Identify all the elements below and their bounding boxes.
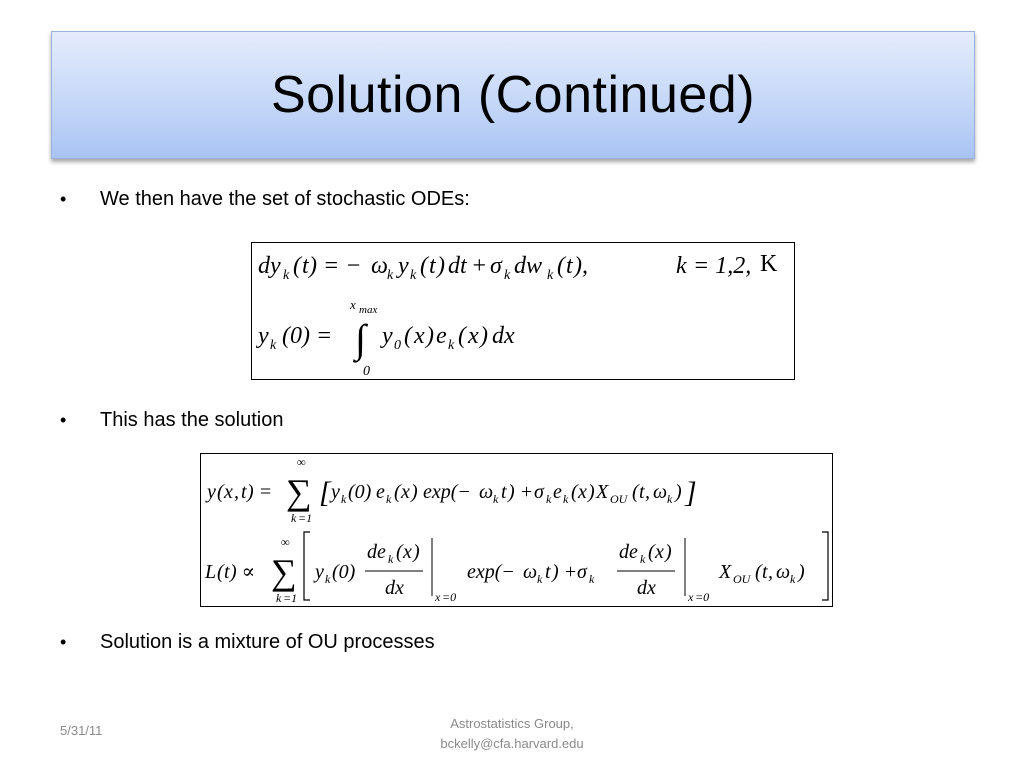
svg-text:de: de	[619, 541, 638, 563]
svg-text:y: y	[382, 323, 393, 349]
svg-text:k: k	[547, 268, 554, 283]
svg-text:dy: dy	[258, 253, 281, 279]
svg-text:k: k	[546, 492, 552, 506]
svg-text:e: e	[376, 481, 385, 503]
svg-text:dx: dx	[492, 323, 515, 349]
svg-text:) =: ) =	[247, 481, 273, 503]
svg-text:,: ,	[768, 561, 773, 583]
svg-text:e: e	[436, 323, 447, 349]
svg-text:ω: ω	[653, 481, 668, 503]
svg-text:(: (	[632, 481, 639, 503]
svg-text:): )	[588, 481, 595, 503]
bullet-glyph: •	[60, 189, 67, 209]
svg-text:(: (	[557, 253, 565, 279]
svg-text:k: k	[325, 572, 331, 586]
svg-text:∫: ∫	[355, 316, 366, 361]
svg-text:(: (	[420, 253, 428, 279]
svg-text:x: x	[414, 323, 425, 349]
svg-text:∑: ∑	[286, 472, 312, 512]
svg-text:σ: σ	[490, 253, 502, 279]
svg-text:x: x	[403, 541, 412, 563]
svg-text:dw: dw	[514, 253, 543, 279]
svg-text:σ: σ	[577, 561, 587, 583]
svg-text:): )	[411, 481, 418, 503]
svg-text:) +: ) +	[508, 481, 534, 503]
svg-text:(: (	[404, 323, 412, 349]
svg-text:OU: OU	[733, 572, 751, 586]
svg-text:k: k	[790, 572, 796, 586]
bullet-glyph: •	[60, 410, 67, 430]
title-banner	[51, 31, 975, 159]
svg-text:L: L	[205, 561, 217, 583]
svg-text:(: (	[293, 253, 301, 279]
equation-box-odes	[251, 242, 795, 380]
svg-text:x: x	[468, 323, 479, 349]
svg-text:y: y	[398, 253, 409, 279]
svg-text:) = −: ) = −	[309, 253, 362, 279]
svg-text:+: +	[471, 253, 488, 279]
footer-center	[362, 714, 662, 754]
svg-text:t: t	[639, 481, 645, 503]
svg-text:(0): (0)	[348, 481, 372, 503]
svg-text:=0: =0	[695, 590, 710, 604]
svg-text:X: X	[719, 561, 732, 583]
svg-text:): )	[437, 253, 445, 279]
svg-text:OU: OU	[610, 492, 628, 506]
svg-text:(: (	[458, 323, 466, 349]
svg-text:dx: dx	[637, 577, 656, 599]
svg-text:(: (	[217, 481, 224, 503]
bullet-item	[60, 188, 470, 211]
svg-text:k: k	[270, 338, 277, 353]
svg-text:) +: ) +	[552, 561, 578, 583]
svg-text:=0: =0	[442, 590, 457, 604]
bullet-item	[60, 631, 435, 654]
svg-text:(: (	[755, 561, 762, 583]
footer-group-name: Astrostatistics Group,	[450, 716, 574, 731]
svg-text:dt: dt	[448, 253, 467, 279]
svg-text:t: t	[545, 561, 551, 583]
svg-text:k: k	[667, 492, 673, 506]
svg-text:de: de	[367, 541, 386, 563]
svg-text:]: ]	[685, 476, 697, 509]
svg-text:t: t	[566, 253, 573, 279]
svg-text:t: t	[501, 481, 507, 503]
svg-text:t: t	[429, 253, 436, 279]
svg-text:k: k	[386, 492, 392, 506]
svg-text:y: y	[315, 561, 324, 583]
svg-text:x: x	[578, 481, 587, 503]
svg-text:k: k	[493, 492, 499, 506]
svg-text:y: y	[207, 481, 216, 503]
svg-text:0: 0	[363, 364, 370, 379]
svg-text:x: x	[350, 297, 356, 312]
svg-text:k: k	[676, 253, 687, 279]
svg-text:=1: =1	[283, 591, 298, 605]
slide-title: Solution (Continued)	[270, 66, 756, 124]
svg-text:k: k	[291, 511, 297, 525]
svg-text:ω: ω	[479, 481, 494, 503]
svg-text:(: (	[571, 481, 578, 503]
svg-text:x: x	[401, 481, 410, 503]
equation-box-solution	[200, 453, 833, 607]
svg-text:): )	[426, 323, 434, 349]
svg-text:ω: ω	[776, 561, 791, 583]
svg-text:k: k	[563, 492, 569, 506]
svg-text:[: [	[319, 476, 331, 509]
svg-text:),: ),	[574, 253, 588, 279]
svg-text:∞: ∞	[281, 535, 290, 549]
svg-text:= 1,2,: = 1,2,	[693, 253, 752, 279]
svg-text:y: y	[258, 323, 269, 349]
svg-text:exp(−: exp(−	[423, 481, 471, 503]
svg-text:): )	[480, 323, 488, 349]
svg-text:k: k	[276, 591, 282, 605]
svg-text:∞: ∞	[297, 455, 306, 469]
svg-text:0: 0	[394, 338, 401, 353]
svg-text:(0): (0)	[332, 561, 356, 583]
equation-odes-render	[252, 243, 794, 379]
bullet-glyph: •	[60, 632, 67, 652]
svg-text:ω: ω	[371, 253, 388, 279]
svg-text:x: x	[655, 541, 664, 563]
svg-text:e: e	[553, 481, 562, 503]
svg-text:k: k	[640, 552, 646, 566]
svg-text:(: (	[394, 481, 401, 503]
svg-text:X: X	[596, 481, 609, 503]
svg-text:(0) =: (0) =	[282, 323, 333, 349]
svg-text:y: y	[331, 481, 340, 503]
svg-text:): )	[665, 541, 672, 563]
svg-text:k: k	[504, 268, 511, 283]
bullet-text: Solution is a mixture of OU processes	[100, 631, 435, 653]
svg-text:k: k	[448, 338, 455, 353]
svg-text:k: k	[589, 572, 595, 586]
svg-text:x: x	[224, 481, 233, 503]
footer-email: bckelly@cfa.harvard.edu	[440, 736, 584, 751]
svg-text:(: (	[217, 561, 224, 583]
svg-text:,: ,	[234, 481, 239, 503]
bullet-text: This has the solution	[100, 409, 284, 431]
svg-text:k: k	[341, 492, 347, 506]
svg-text:) ∝: ) ∝	[230, 561, 256, 583]
svg-text:exp(−: exp(−	[467, 561, 515, 583]
svg-text:k: k	[388, 552, 394, 566]
svg-text:k: k	[537, 572, 543, 586]
svg-text:k: k	[387, 268, 394, 283]
svg-text:∑: ∑	[271, 552, 297, 592]
svg-text:K: K	[760, 251, 778, 277]
svg-text:ω: ω	[523, 561, 538, 583]
svg-text:): )	[413, 541, 420, 563]
svg-text:t: t	[224, 561, 230, 583]
bullet-text: We then have the set of stochastic ODEs:	[100, 188, 470, 210]
svg-text:max: max	[359, 304, 378, 316]
svg-text:x: x	[688, 590, 694, 604]
svg-text:t: t	[241, 481, 247, 503]
svg-text:): )	[798, 561, 805, 583]
svg-text:t: t	[302, 253, 309, 279]
svg-text:k: k	[283, 268, 290, 283]
svg-text:x: x	[435, 590, 441, 604]
svg-text:=1: =1	[298, 511, 313, 525]
svg-text:,: ,	[645, 481, 650, 503]
svg-text:k: k	[410, 268, 417, 283]
svg-text:(: (	[396, 541, 403, 563]
footer-date: 5/31/11	[60, 723, 103, 738]
svg-text:t: t	[762, 561, 768, 583]
equation-solution-render	[201, 454, 832, 606]
svg-text:σ: σ	[534, 481, 544, 503]
svg-text:): )	[675, 481, 682, 503]
svg-text:dx: dx	[385, 577, 404, 599]
svg-text:(: (	[648, 541, 655, 563]
bullet-item	[60, 409, 283, 432]
